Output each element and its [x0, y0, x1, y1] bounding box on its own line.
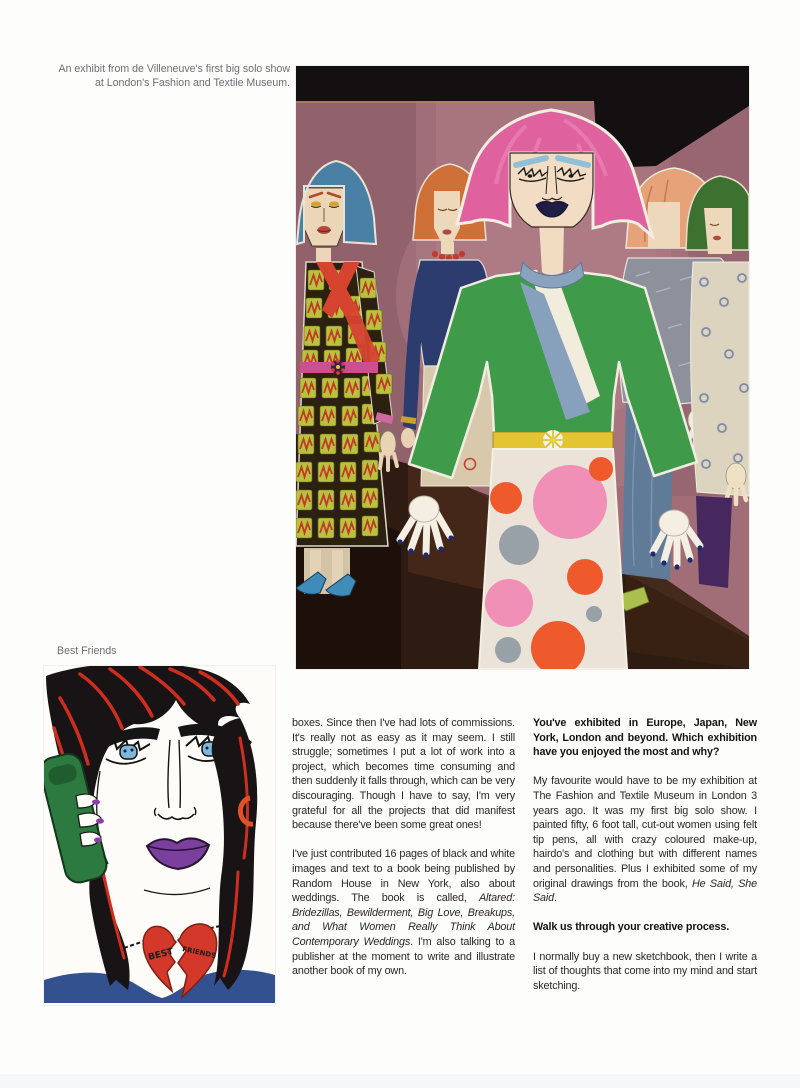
exhibit-photo-graphic — [296, 66, 749, 669]
answer-process: I normally buy a new sketchbook, then I write a list of thoughts that come into my mind and start sketching. — [533, 950, 757, 992]
answer-book-italic: He Said, She Said — [533, 877, 757, 905]
answer-text-end: . — [554, 892, 557, 905]
best-friends-graphic — [44, 666, 275, 1003]
best-friends-label: Best Friends — [57, 645, 117, 657]
answer-exhibitions — [533, 774, 757, 905]
book-text-end: . I'm also talking to a publisher at the moment to write and illustrate another book of my own. — [292, 935, 515, 978]
paragraph-commissions: boxes. Since then I've had lots of commissions. It's really not as easy as it may seem. I still struggle; sometimes I put a lot of work into a project, which becomes time consuming and then suddenly it falls through, which can be very discouraging. Though I have to say, I'm very grateful for all the projects that did manifest because there've been some great ones! — [292, 717, 515, 832]
exhibit-photo — [296, 66, 749, 669]
book-title-italic: Altared: Bridezillas, Bewilderment, Big Love, Breakups, and What Women Really Think About Contemporary Weddings — [292, 892, 515, 948]
heart-text-left: BEST — [147, 947, 175, 963]
heart-text-right: FRIENDS — [181, 945, 217, 961]
scan-edge — [0, 1074, 800, 1088]
question-exhibitions: You've exhibited in Europe, Japan, New York, London and beyond. Which exhibition have you enjoyed the most and why? — [533, 717, 757, 759]
paragraph-book — [292, 847, 515, 978]
question-process: Walk us through your creative process. — [533, 921, 730, 934]
article-column-left — [292, 716, 515, 993]
book-text-start: I've just contributed 16 pages of black and white images and text to a book being published by Random House in New York, also about weddings. The book is called, — [292, 848, 515, 905]
photo-caption: An exhibit from de Villeneuve's first big solo show at London's Fashion and Textile Museum. — [58, 63, 290, 89]
article-column-right — [533, 716, 757, 1008]
answer-text-start: My favourite would have to be my exhibition at The Fashion and Textile Museum in London 3 years ago. It was my first big solo show. I painted fifty, 6 foot tall, cut-out women using felt tip pens, all with crazy coloured make-up, hairdo's and clothing but with different names and personalities. Plus I exhibited some of my original drawings from the book, — [533, 775, 757, 890]
best-friends-image — [44, 666, 275, 1005]
